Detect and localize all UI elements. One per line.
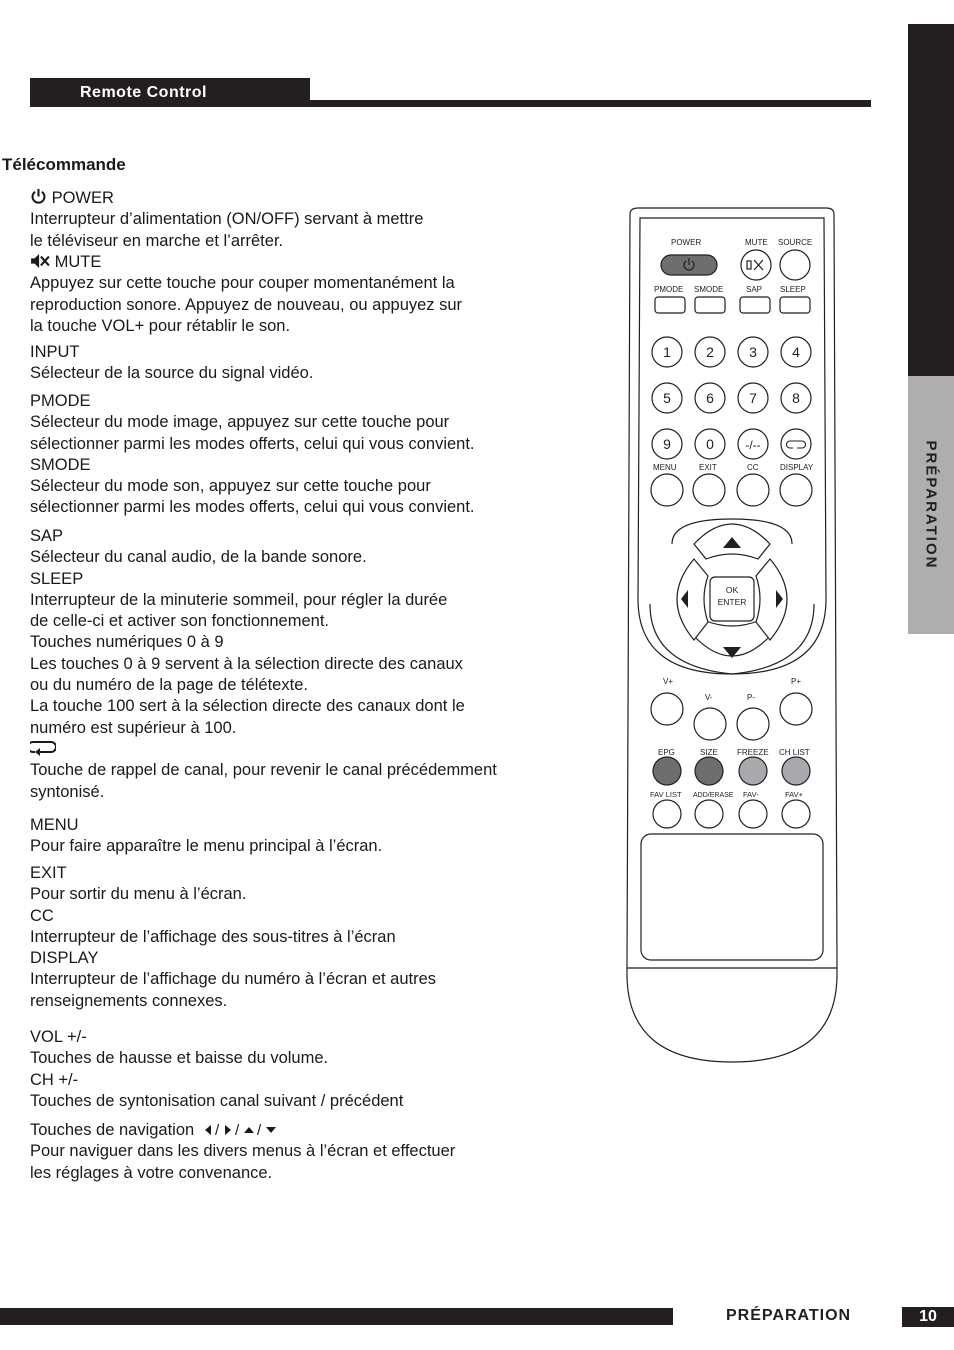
favlist-key-label: FAV LIST [650, 790, 682, 799]
item-smode-title: SMODE [30, 455, 91, 474]
item-smode-line: sélectionner parmi les modes offerts, celui qui vous convient. [30, 498, 475, 517]
item-numeric-line: Les touches 0 à 9 servent à la sélection directe des canaux [30, 654, 463, 673]
item-nav-line: les réglages à votre convenance. [30, 1163, 273, 1182]
digit-key-label: 5 [663, 390, 671, 406]
item-recall-line: Touche de rappel de canal, pour revenir le canal précédemment [30, 761, 497, 780]
digit-key-label: 6 [706, 390, 714, 406]
digit-key-label: 1 [663, 344, 671, 360]
section-title: Télécommande [2, 155, 126, 174]
menu-key[interactable] [651, 474, 683, 506]
channel-up-key-label: P+ [791, 677, 802, 686]
svg-text:/: / [234, 1124, 239, 1136]
item-sap [30, 526, 497, 803]
item-pmode-title: PMODE [30, 392, 91, 410]
item-menu-line: Pour faire apparaître le menu principal à l’écran. [30, 837, 383, 856]
size-key[interactable] [695, 757, 723, 785]
exit-key[interactable] [693, 474, 725, 506]
remote-bottom-panel [641, 834, 823, 960]
recall-key[interactable] [781, 429, 811, 459]
item-numeric-line: numéro est supérieur à 100. [30, 718, 237, 737]
item-power-title: POWER [51, 189, 114, 207]
source-key[interactable] [780, 250, 810, 280]
item-ch-title: CH +/- [30, 1070, 79, 1089]
item-power [30, 188, 423, 252]
sleep-key[interactable] [780, 297, 810, 313]
item-exit-line: Pour sortir du menu à l’écran. [30, 885, 247, 904]
item-numeric-line: ou du numéro de la page de télétexte. [30, 676, 308, 695]
item-sap-title: SAP [30, 527, 64, 545]
digit-key-label: 2 [706, 344, 714, 360]
mute-key[interactable] [741, 250, 771, 280]
item-numeric-title: Touches numériques 0 à 9 [30, 633, 224, 652]
item-nav-title: Touches de navigation [30, 1121, 195, 1139]
item-input-line: Sélecteur de la source du signal vidéo. [30, 364, 314, 383]
svg-text:/: / [214, 1124, 219, 1136]
volume-down-key-label: V- [705, 693, 713, 702]
mute-key-label: MUTE [745, 238, 768, 247]
power-icon [30, 188, 47, 205]
footer-label: PRÉPARATION [726, 1307, 852, 1324]
item-sleep-title: SLEEP [30, 569, 84, 588]
nav-arrows-icon [199, 1124, 281, 1136]
smode-key-label: SMODE [694, 285, 724, 294]
digit-key-label: 7 [749, 390, 757, 406]
item-power-line: le téléviseur en marche et l’arrêter. [30, 231, 284, 250]
item-input-title: INPUT [30, 343, 80, 361]
item-display-line: Interrupteur de l’affichage du numéro à l’écran et autres [30, 970, 437, 989]
display-key-label: DISPLAY [780, 463, 814, 472]
channel-recall-icon [30, 740, 56, 756]
remote-illustration [620, 204, 844, 1070]
item-mute-title: MUTE [54, 253, 102, 271]
exit-key-label: EXIT [699, 463, 717, 472]
item-vol-title: VOL +/- [30, 1028, 87, 1046]
item-vol [30, 1027, 403, 1112]
source-key-label: SOURCE [778, 238, 813, 247]
digit-key-label: 9 [663, 436, 671, 452]
digit-key-label: 0 [706, 436, 714, 452]
item-mute [30, 252, 462, 337]
cc-key[interactable] [737, 474, 769, 506]
item-display-line: renseignements connexes. [30, 991, 228, 1010]
side-tab-label: PRÉPARATION [922, 440, 940, 570]
item-exit-title: EXIT [30, 864, 67, 882]
item-numeric-line: La touche 100 sert à la sélection directe des canaux dont le [30, 697, 465, 716]
item-pmode-line: sélectionner parmi les modes offerts, celui qui vous convient. [30, 434, 475, 453]
freeze-key[interactable] [739, 757, 767, 785]
favplus-key[interactable] [782, 800, 810, 828]
page-number: 10 [902, 1307, 954, 1327]
item-nav-line: Pour naviguer dans les divers menus à l’écran et effectuer [30, 1142, 456, 1161]
volume-down-key[interactable] [694, 708, 726, 740]
epg-key[interactable] [653, 757, 681, 785]
item-sleep-line: Interrupteur de la minuterie sommeil, pour régler la durée [30, 590, 448, 609]
sap-key[interactable] [740, 297, 770, 313]
size-key-label: SIZE [700, 748, 718, 757]
item-ch-line: Touches de syntonisation canal suivant / précédent [30, 1091, 404, 1110]
chlist-key[interactable] [782, 757, 810, 785]
item-cc-line: Interrupteur de l’affichage des sous-titres à l’écran [30, 927, 396, 946]
digit-key-label: 8 [792, 390, 800, 406]
pmode-key-label: PMODE [654, 285, 684, 294]
display-key[interactable] [780, 474, 812, 506]
digit-key-label: 3 [749, 344, 757, 360]
svg-text:/: / [256, 1124, 261, 1136]
favminus-key-label: FAV- [743, 790, 759, 799]
epg-key-label: EPG [658, 748, 675, 757]
channel-down-key[interactable] [737, 708, 769, 740]
power-key-label: POWER [671, 238, 702, 247]
item-vol-line: Touches de hausse et baisse du volume. [30, 1049, 329, 1068]
adderase-key[interactable] [695, 800, 723, 828]
smode-key[interactable] [695, 297, 725, 313]
item-input [30, 342, 313, 385]
digit-key-label: -/-- [745, 438, 761, 452]
cc-key-label: CC [747, 463, 759, 472]
item-nav [30, 1120, 455, 1184]
ok-key-label: OK [725, 585, 739, 595]
pmode-key[interactable] [655, 297, 685, 313]
channel-down-key-label: P- [747, 693, 755, 702]
item-sap-line: Sélecteur du canal audio, de la bande sonore. [30, 548, 367, 567]
favplus-key-label: FAV+ [785, 790, 803, 799]
chlist-key-label: CH LIST [779, 748, 810, 757]
item-sleep-line: de celle-ci et activer son fonctionnement. [30, 612, 329, 631]
menu-key-label: MENU [653, 463, 677, 472]
item-menu-title: MENU [30, 816, 79, 834]
digit-key-label: 4 [792, 344, 800, 360]
side-tab-dark [908, 24, 954, 376]
header-tab: Remote Control [30, 78, 310, 106]
channel-up-key[interactable] [780, 693, 812, 725]
freeze-key-label: FREEZE [737, 748, 769, 757]
mute-icon [30, 253, 50, 269]
favminus-key[interactable] [739, 800, 767, 828]
item-smode-line: Sélecteur du mode son, appuyez sur cette touche pour [30, 477, 431, 496]
volume-up-key[interactable] [651, 693, 683, 725]
enter-key-label: ENTER [717, 597, 747, 607]
item-pmode [30, 391, 475, 519]
footer-bar [0, 1308, 673, 1325]
item-recall-line: syntonisé. [30, 782, 105, 801]
item-power-line: Interrupteur d’alimentation (ON/OFF) servant à mettre [30, 210, 424, 229]
item-mute-line: reproduction sonore. Appuyez de nouveau, ou appuyez sur [30, 295, 463, 314]
item-mute-line: Appuyez sur cette touche pour couper momentanément la [30, 274, 455, 293]
item-cc-title: CC [30, 906, 54, 925]
item-display-title: DISPLAY [30, 949, 99, 968]
item-menu [30, 815, 382, 858]
sap-key-label: SAP [746, 285, 763, 294]
sleep-key-label: SLEEP [780, 285, 806, 294]
favlist-key[interactable] [653, 800, 681, 828]
item-pmode-line: Sélecteur du mode image, appuyez sur cette touche pour [30, 413, 450, 432]
volume-up-key-label: V+ [663, 677, 674, 686]
item-exit [30, 863, 436, 1012]
item-mute-line: la touche VOL+ pour rétablir le son. [30, 316, 291, 335]
adderase-key-label: ADD/ERASE [693, 792, 734, 799]
